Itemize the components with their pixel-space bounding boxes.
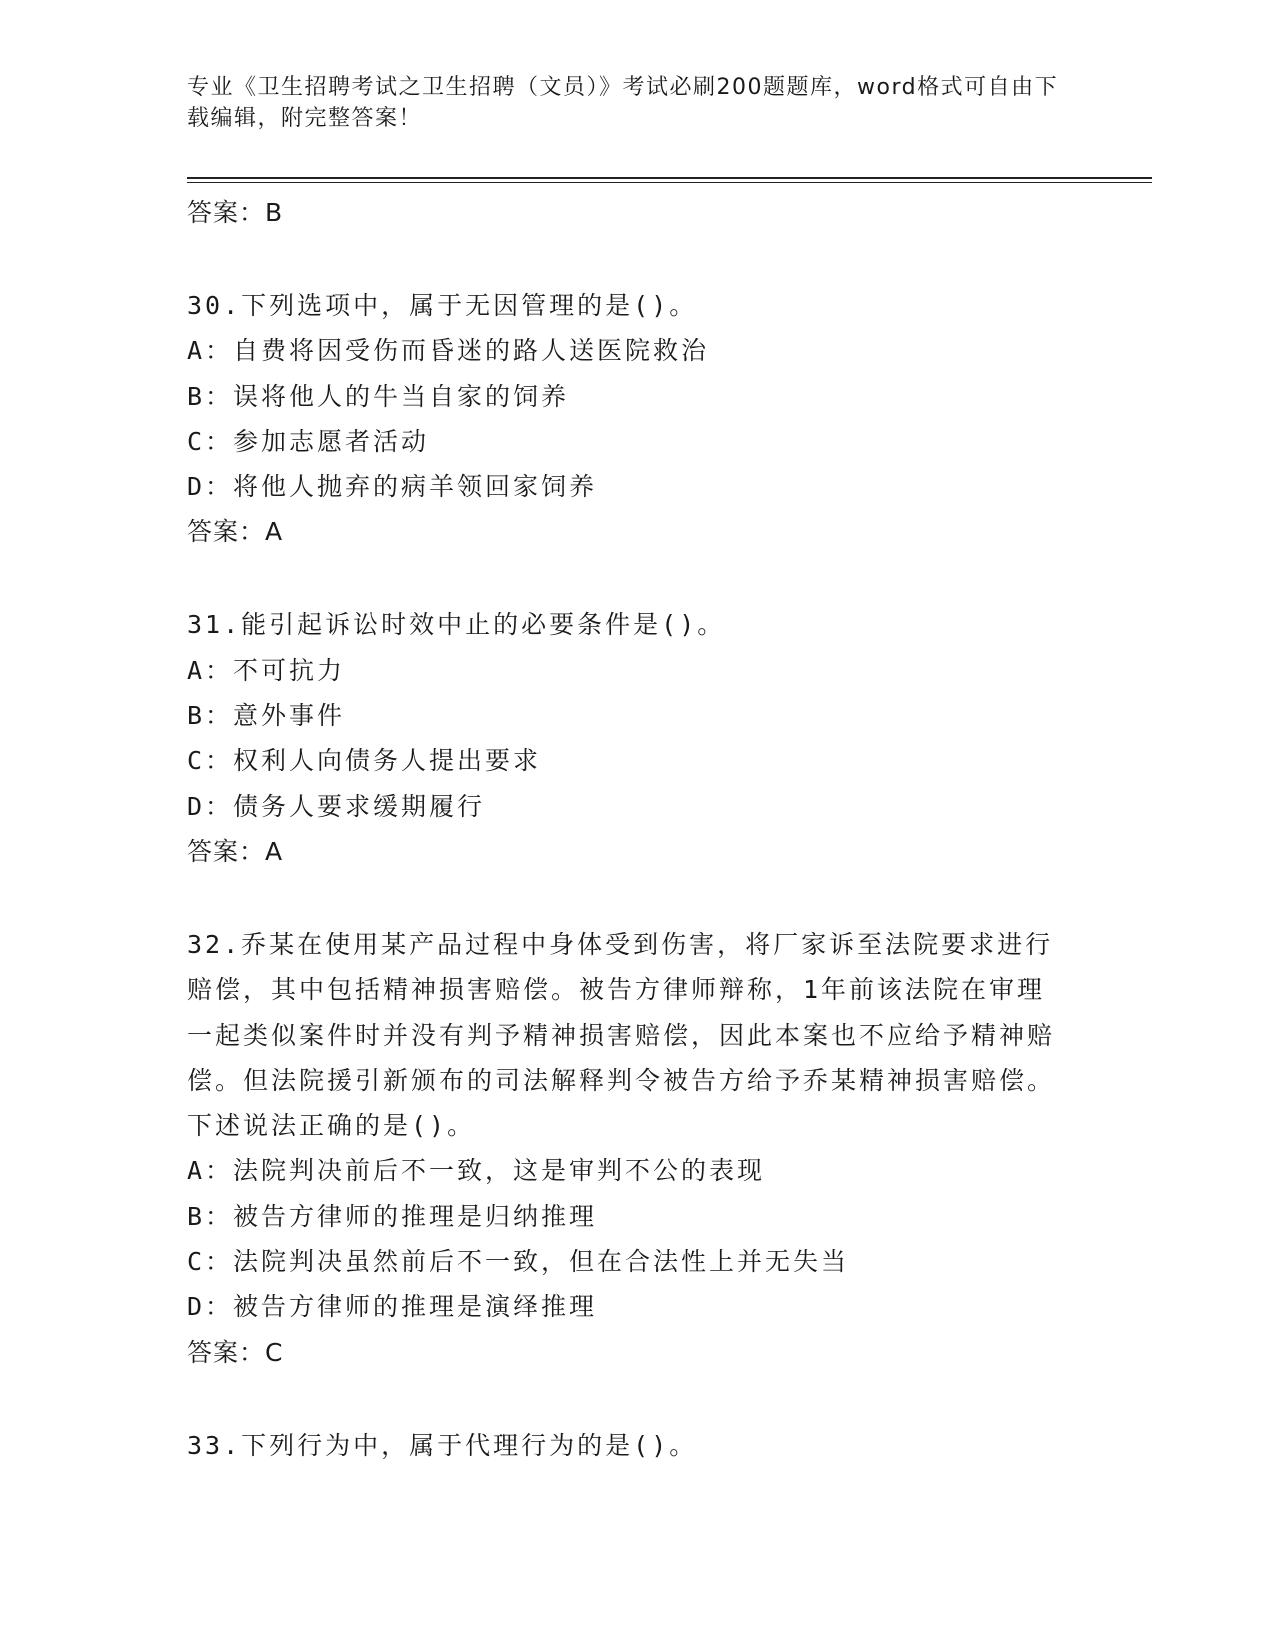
- option-d: D：债务人要求缓期履行: [187, 791, 486, 821]
- answer: 答案：C: [187, 1337, 284, 1367]
- question-list: [187, 190, 1087, 1468]
- option-b: B：意外事件: [187, 701, 346, 731]
- option-b: B：误将他人的牛当自家的饲养: [187, 381, 570, 411]
- option-a: A：法院判决前后不一致，这是审判不公的表现: [187, 1156, 766, 1186]
- option-c: C：权利人向债务人提出要求: [187, 746, 542, 776]
- answer: 答案：A: [187, 517, 284, 547]
- question-31: [187, 602, 1087, 873]
- previous-answer: 答案：B: [187, 198, 284, 227]
- question-32: [187, 922, 1087, 1375]
- header-divider-thin: [187, 182, 1152, 183]
- option-d: D：将他人抛弃的病羊领回家饲养: [187, 472, 598, 502]
- document-header: 专业《卫生招聘考试之卫生招聘（文员）》考试必刷200题题库，word格式可自由下载编辑，附完整答案！: [187, 75, 1059, 131]
- question-30: [187, 283, 1087, 554]
- question-stem: 30.下列选项中，属于无因管理的是()。: [187, 291, 698, 320]
- question-33: [187, 1423, 1087, 1468]
- question-stem: 31.能引起诉讼时效中止的必要条件是()。: [187, 610, 726, 640]
- option-b: B：被告方律师的推理是归纳推理: [187, 1201, 598, 1231]
- option-a: A：不可抗力: [187, 655, 346, 685]
- header-divider-thick: [187, 177, 1152, 179]
- option-c: C：参加志愿者活动: [187, 426, 430, 456]
- question-stem: 32.乔某在使用某产品过程中身体受到伤害，将厂家诉至法院要求进行赔偿，其中包括精神损害赔偿。被告方律师辩称，1年前该法院在审理一起类似案件时并没有判予精神损害赔偿，因此本案也不应给予精神赔偿。但法院援引新颁布的司法解释判令被告方给予乔某精神损害赔偿。下述说法正确的是()。: [187, 929, 1056, 1141]
- option-d: D：被告方律师的推理是演绎推理: [187, 1292, 598, 1322]
- answer: 答案：A: [187, 836, 284, 866]
- question-stem: 33.下列行为中，属于代理行为的是()。: [187, 1430, 698, 1460]
- option-c: C：法院判决虽然前后不一致，但在合法性上并无失当: [187, 1247, 850, 1277]
- option-a: A：自费将因受伤而昏迷的路人送医院救治: [187, 336, 710, 366]
